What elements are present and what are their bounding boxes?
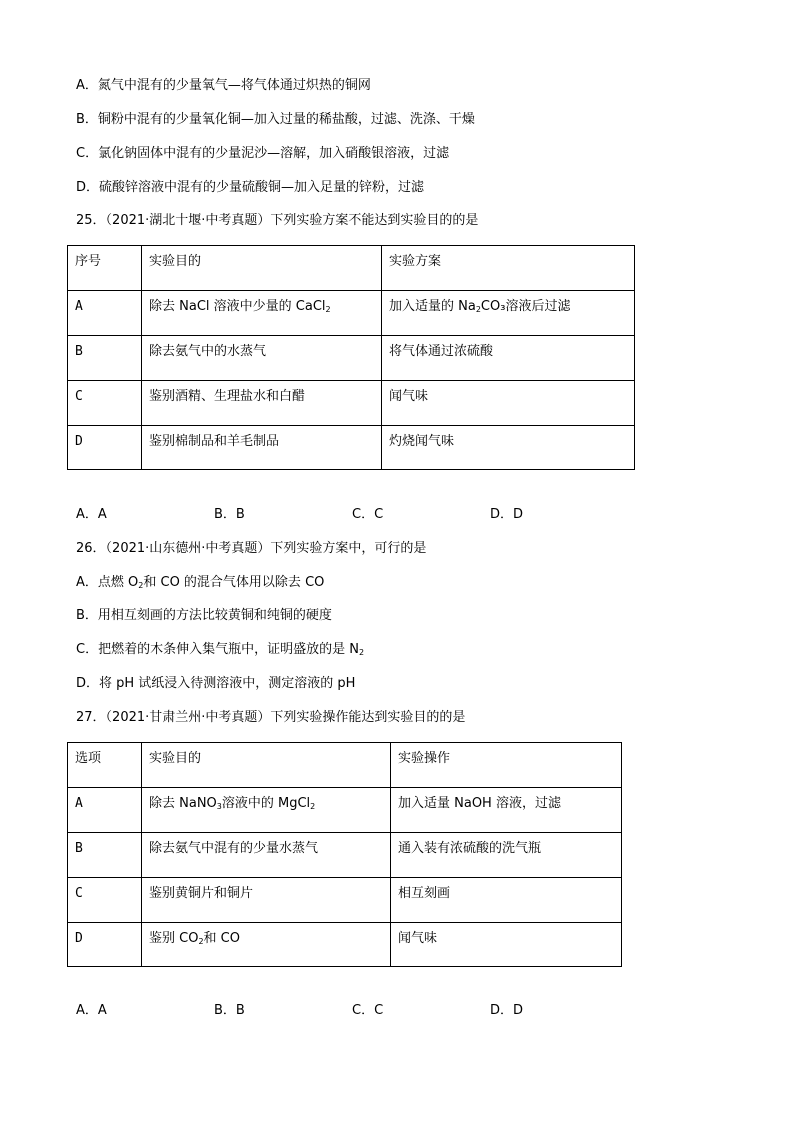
answer-option-b[interactable]: B．B <box>214 1003 245 1018</box>
row-goal: 除去氨气中的水蒸气 <box>142 336 382 381</box>
table-row <box>68 291 635 336</box>
q27-title: 27．（2021·甘肃兰州·中考真题）下列实验操作能达到实验目的的是 <box>76 710 466 725</box>
table-header-row <box>68 246 635 291</box>
q26-option-b[interactable]: B．用相互刻画的方法比较黄铜和纯铜的硬度 <box>76 608 332 623</box>
table-row <box>68 381 635 426</box>
row-id: D <box>68 923 142 967</box>
table-row <box>68 878 622 923</box>
row-operation: 通入装有浓硫酸的洗气瓶 <box>391 833 622 878</box>
q26-option-d[interactable]: D．将 pH 试纸浸入待测溶液中，测定溶液的 pH <box>76 676 356 691</box>
row-goal: 除去氨气中混有的少量水蒸气 <box>142 833 391 878</box>
row-id: D <box>68 426 142 470</box>
answer-option-c[interactable]: C．C <box>352 1003 384 1018</box>
prev-option-d: D．硫酸锌溶液中混有的少量硫酸铜—加入足量的锌粉，过滤 <box>76 180 425 195</box>
row-goal: 鉴别酒精、生理盐水和白醋 <box>142 381 382 426</box>
row-goal: 除去 NaCl 溶液中少量的 CaCl$_2$ <box>142 291 382 336</box>
row-id: A <box>68 788 142 833</box>
prev-option-c: C．氯化钠固体中混有的少量泥沙—溶解，加入硝酸银溶液，过滤 <box>76 146 450 161</box>
q26-option-a[interactable]: A．点燃 $O_2$和 CO 的混合气体用以除去 CO <box>76 575 325 590</box>
answer-option-a[interactable]: A．A <box>76 1003 107 1018</box>
row-id: A <box>68 291 142 336</box>
header-cell: 实验目的 <box>142 246 382 291</box>
q25-title: 25．（2021·湖北十堰·中考真题）下列实验方案不能达到实验目的的是 <box>76 213 479 228</box>
header-cell: 序号 <box>68 246 142 291</box>
row-id: B <box>68 833 142 878</box>
row-goal: 鉴别棉制品和羊毛制品 <box>142 426 382 470</box>
q26-title: 26．（2021·山东德州·中考真题）下列实验方案中，可行的是 <box>76 541 427 556</box>
row-id: B <box>68 336 142 381</box>
row-goal: 鉴别 $CO_2$和 CO <box>142 923 391 967</box>
header-cell: 选项 <box>68 743 142 788</box>
header-cell: 实验方案 <box>382 246 635 291</box>
row-id: C <box>68 878 142 923</box>
answer-option-c[interactable]: C．C <box>352 507 384 522</box>
table-row <box>68 923 622 967</box>
table-header-row <box>68 743 622 788</box>
header-cell: 实验目的 <box>142 743 391 788</box>
q27-table <box>67 742 622 967</box>
prev-option-a: A．氮气中混有的少量氧气—将气体通过炽热的铜网 <box>76 78 371 93</box>
row-goal: 鉴别黄铜片和铜片 <box>142 878 391 923</box>
answer-option-b[interactable]: B．B <box>214 507 245 522</box>
prev-option-b: B．铜粉中混有的少量氧化铜—加入过量的稀盐酸，过滤、洗涤、干燥 <box>76 112 475 127</box>
table-row <box>68 833 622 878</box>
row-operation: 闻气味 <box>391 923 622 967</box>
q26-option-c[interactable]: C．把燃着的木条伸入集气瓶中，证明盛放的是 $N_2$ <box>76 642 365 657</box>
row-goal: 除去 NaNO$_3$溶液中的 MgCl$_2$ <box>142 788 391 833</box>
row-plan: 闻气味 <box>382 381 635 426</box>
answer-option-d[interactable]: D．D <box>490 507 524 522</box>
row-plan: 加入适量的 $Na_2CO_3$溶液后过滤 <box>382 291 635 336</box>
row-plan: 将气体通过浓硫酸 <box>382 336 635 381</box>
answer-option-d[interactable]: D．D <box>490 1003 524 1018</box>
table-row <box>68 336 635 381</box>
row-plan: 灼烧闻气味 <box>382 426 635 470</box>
header-cell: 实验操作 <box>391 743 622 788</box>
row-id: C <box>68 381 142 426</box>
answer-option-a[interactable]: A．A <box>76 507 107 522</box>
table-row <box>68 426 635 470</box>
row-operation: 加入适量 NaOH 溶液，过滤 <box>391 788 622 833</box>
row-operation: 相互刻画 <box>391 878 622 923</box>
q25-table <box>67 245 635 470</box>
table-row <box>68 788 622 833</box>
